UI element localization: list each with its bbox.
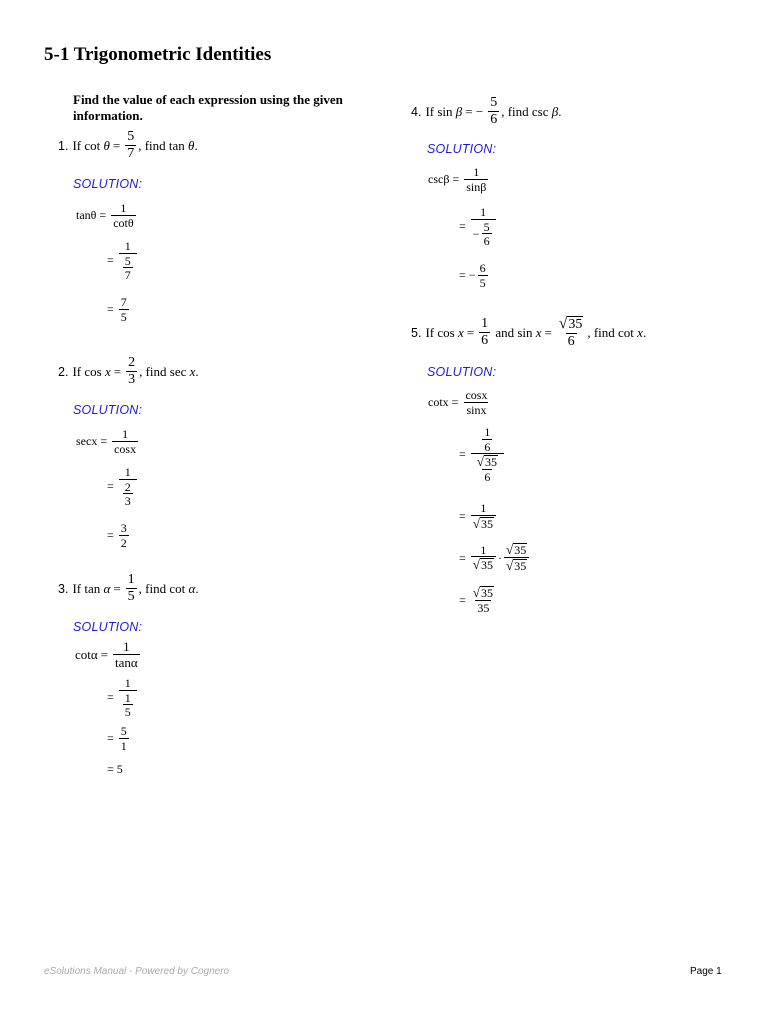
solution-label: SOLUTION: (73, 403, 143, 417)
given-fraction: $\frac{2}{3}$ (128, 355, 136, 387)
step-1: tanθ = $\frac{1}{\cot\theta}$ (76, 201, 134, 230)
equals-sign: = (112, 137, 121, 153)
problem-number: 3. (58, 581, 69, 596)
problem-text: If sin (425, 103, 453, 119)
variable: α (103, 580, 111, 596)
page-number: Page 1 (690, 966, 722, 977)
step-2: = $\frac{1}{6}$ √ 35 6 (456, 426, 506, 484)
target-variable: α (188, 580, 196, 596)
variable: x (457, 324, 464, 340)
step-1: cscβ = $\frac{1}{\sin\beta}$ (428, 165, 487, 194)
problem-number: 1. (58, 138, 69, 153)
equals-sign: = (544, 324, 552, 340)
step-1: secx = $\frac{1}{\cos x}$ (76, 427, 137, 456)
problem-4 (411, 96, 561, 127)
target-variable: β (551, 103, 559, 119)
equals-sign: = (113, 363, 122, 379)
solution-label: SOLUTION: (73, 620, 143, 634)
step-2: = $\frac{1}{\frac{5}{7}}$ (104, 240, 139, 282)
given-fraction: $\frac{5}{6}$ (490, 95, 498, 127)
problem-text: , find csc (501, 103, 549, 119)
period: . (558, 103, 562, 119)
step-2: = $\frac{1}{\frac{1}{5}}$ (104, 677, 139, 719)
step-3: = $\frac{7}{5}$ (107, 295, 127, 324)
problem-number: 4. (411, 104, 422, 119)
period: . (642, 324, 647, 340)
step-5: = √ 35 35 (459, 585, 494, 616)
problem-5 (411, 316, 646, 349)
period: . (194, 137, 198, 153)
step-1: cotx = $\frac{\cos x}{\sin x}$ (428, 388, 488, 417)
step-2: = $\frac{1}{\frac{2}{3}}$ (104, 466, 139, 508)
instructions: Find the value of each expression using the given information. (73, 92, 343, 123)
step-2: = 1 − $\frac{5}{6}$ (456, 206, 498, 248)
problem-text: , find sec (139, 363, 187, 379)
solution-label: SOLUTION: (427, 142, 497, 156)
target-variable: θ (188, 137, 195, 153)
step-4: = 1 √ 35 · √ 35 √ 35 (456, 543, 531, 573)
target-variable: x (637, 324, 643, 340)
solution-label: SOLUTION: (427, 365, 497, 379)
given-fraction: $\frac{1}{6}$ (481, 316, 489, 348)
variable: x (535, 324, 542, 340)
equals-sign: = (466, 324, 475, 340)
equals-sign: = − (465, 103, 484, 119)
problem-text: , find tan (138, 137, 185, 153)
variable: θ (103, 137, 110, 153)
problem-number: 2. (58, 364, 69, 379)
problem-text: , find cot (587, 324, 634, 340)
target-variable: x (189, 363, 196, 379)
problem-3 (58, 573, 199, 604)
page-title: 5-1 Trigonometric Identities (44, 44, 272, 65)
problem-text: and sin (495, 324, 533, 340)
step-3: = 1 √ 35 (456, 502, 498, 531)
problem-text: If cot (72, 137, 101, 153)
step-1: cotα = $\frac{1}{\tan\alpha}$ (75, 639, 138, 670)
period: . (195, 363, 199, 379)
problem-text: If cos (72, 363, 102, 379)
given-fraction: $\frac{5}{7}$ (127, 129, 135, 161)
given-fraction-sqrt: √ 35 6 (558, 315, 583, 349)
step-3: = $\frac{5}{1}$ (107, 724, 127, 753)
problem-text: If tan (72, 580, 101, 596)
step-3: = $\frac{3}{2}$ (107, 521, 127, 550)
variable: x (104, 363, 111, 379)
problem-text: , find cot (138, 580, 186, 596)
problem-number: 5. (411, 325, 422, 340)
solution-label: SOLUTION: (73, 177, 143, 191)
footer-credit: eSolutions Manual - Powered by Cognero (44, 966, 230, 977)
step-4: = 5 (107, 762, 123, 776)
variable: β (455, 103, 463, 119)
problem-2 (58, 356, 199, 387)
step-3: = − $\frac{6}{5}$ (459, 261, 486, 290)
problem-text: If cos (425, 324, 455, 340)
period: . (195, 580, 199, 596)
problem-1 (58, 130, 198, 161)
equals-sign: = (113, 580, 121, 596)
given-fraction: $\frac{1}{5}$ (127, 572, 135, 604)
